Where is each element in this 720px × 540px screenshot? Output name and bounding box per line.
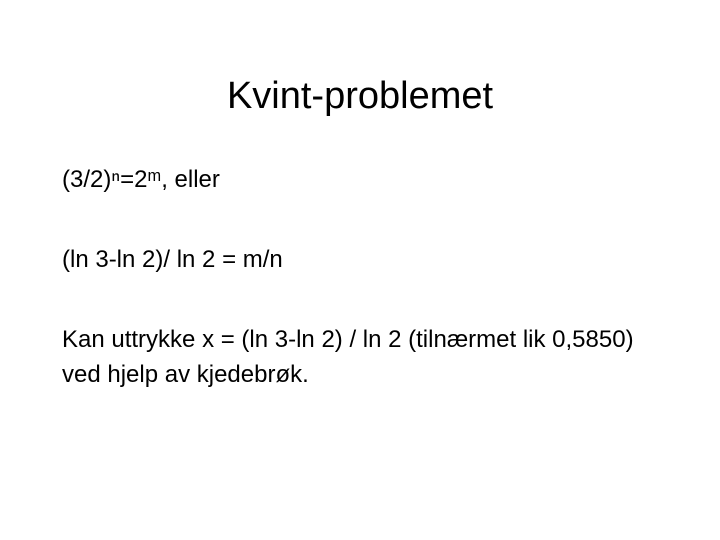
explanation-paragraph: Kan uttrykke x = (ln 3-ln 2) / ln 2 (tilnærmet lik 0,5850) ved hjelp av kjedebrøk. xyxy=(62,326,634,388)
slide-title: Kvint-problemet xyxy=(226,75,494,117)
logarithm-line: (ln 3-ln 2)/ ln 2 = m/n xyxy=(62,246,283,273)
equation-line: (3/2)ⁿ=2ᵐ, eller xyxy=(62,166,220,193)
